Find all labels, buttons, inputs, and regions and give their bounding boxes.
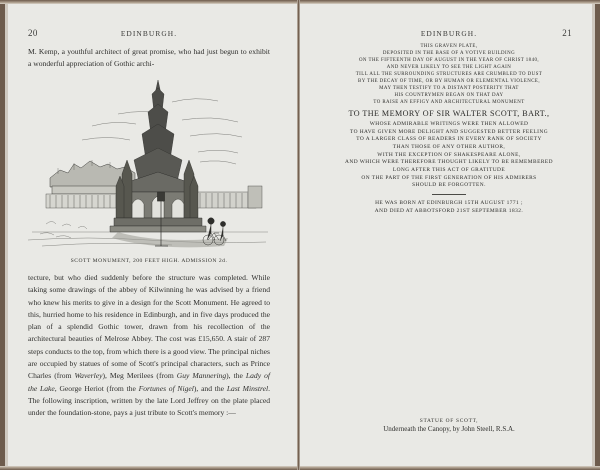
inscription-line-16: AND WHICH WERE THEREFORE THOUGHT LIKELY TO BE REMEMBERED (345, 159, 553, 166)
scott-monument-inscription (322, 44, 576, 215)
right-folio-number: 21 (562, 28, 572, 38)
italic-title: Lady of the Lake (28, 371, 270, 393)
inscription-line-5: TILL ALL THE SURROUNDING STRUCTURES ARE CRUMBLED TO DUST (355, 71, 543, 77)
italic-title: Last Minstrel (226, 383, 269, 393)
scott-monument-engraving (22, 74, 278, 252)
inscription-date-line-1: HE WAS BORN AT EDINBURGH 15TH AUGUST 1771 ; (375, 200, 523, 207)
italic-title: Fortunes of Nigel (138, 383, 194, 393)
italic-title: Waverley (74, 371, 103, 381)
left-page (0, 0, 298, 470)
right-running-head: EDINBURGH. (420, 29, 478, 38)
left-top-paragraph: M. Kemp, a youthful architect of great promise, who had just begun to exhibit a wonderful appreciation of Gothic archi- (28, 47, 270, 69)
page-bottom-edge (0, 466, 600, 470)
inscription-line-3: ON THE FIFTEENTH DAY OF AUGUST IN THE YEAR OF CHRIST 1840, (358, 57, 540, 63)
book-gutter (297, 0, 300, 470)
text-run: . The following inscription, written by the late Lord Jeffrey on the plate placed under the foundation-stone, pays a just tribute to Scott's memory :— (28, 383, 271, 418)
left-folio-number: 20 (28, 28, 38, 38)
statue-caption-line1: STATUE OF SCOTT, (419, 418, 479, 424)
text-run: tecture, but who died suddenly before the structure was completed. While taking some drawings of the abbey of Kilwinning he was advised by a friend who knew his merits to give in a design for the Scott Monument. He agreed to this, hurried home to his residence in Edinburgh, and in five days produced the plan of a splendid Gothic tower, drawn from his recollection of the architectural beauties of Melrose Abbey. The cost was £15,650. A stair of 287 steps conducts to the top, from which there is a good view. The principal niches are occupied by statues of some of Scott's principal characters, such as Prince Charles (from (28, 273, 270, 381)
italic-title: Guy Mannering (176, 371, 227, 381)
inscription-line-1: THIS GRAVEN PLATE, (420, 44, 478, 49)
inscription-line-10: TO THE MEMORY OF SIR WALTER SCOTT, BART., (348, 109, 550, 119)
inscription-line-4: AND NEVER LIKELY TO SEE THE LIGHT AGAIN (386, 64, 512, 70)
right-running-header (298, 28, 600, 42)
text-run: ), Meg Merilees (from (102, 371, 177, 381)
inscription-line-8: HIS COUNTRYMEN BEGAN ON THAT DAY (394, 92, 504, 98)
inscription-line-18: ON THE PART OF THE FIRST GENERATION OF HIS ADMIRERS (361, 174, 537, 181)
inscription-line-13: TO A LARGER CLASS OF READERS IN EVERY RANK OF SOCIETY (356, 136, 542, 143)
inscription-line-15: WITH THE EXCEPTION OF SHAKESPEARE ALONE, (377, 151, 521, 158)
inscription-line-2: DEPOSITED IN THE BASE OF A VOTIVE BUILDING (382, 50, 516, 56)
inscription-divider-rule (432, 194, 466, 195)
statue-caption-line2: Underneath the Canopy, by John Steell, R.S.A. (383, 425, 515, 433)
text-run: ), and the (193, 383, 227, 393)
inscription-line-19: SHOULD BE FORGOTTEN. (412, 182, 486, 189)
text-run: ), the (226, 371, 246, 381)
page-top-edge (0, 0, 600, 4)
inscription-line-6: BY THE DECAY OF TIME, OR BY HUMAN OR ELEMENTAL VIOLENCE, (357, 78, 541, 84)
inscription-line-7: MAY THEN TESTIFY TO A DISTANT POSTERITY THAT (379, 85, 519, 91)
text-run: , George Heriot (from the (54, 383, 139, 393)
monument-figure-caption: SCOTT MONUMENT, 200 FEET HIGH. ADMISSION 2d. (70, 258, 228, 264)
inscription-line-9: TO RAISE AN EFFIGY AND ARCHITECTURAL MONUMENT (373, 99, 525, 105)
inscription-line-12: TO HAVE GIVEN MORE DELIGHT AND SUGGESTED BETTER FEELING (349, 128, 549, 135)
inscription-date-line-2: AND DIED AT ABBOTSFORD 21ST SEPTEMBER 1832. (374, 207, 524, 214)
inscription-line-14: THAN THOSE OF ANY OTHER AUTHOR, (392, 144, 506, 151)
inscription-line-17: LONG AFTER THIS ACT OF GRATITUDE (392, 167, 506, 174)
statue-figure-caption (298, 418, 600, 433)
inscription-line-11: WHOSE ADMIRABLE WRITINGS WERE THEN ALLOWED (369, 121, 529, 128)
right-page (298, 0, 600, 470)
left-bottom-paragraph (28, 272, 270, 420)
left-running-head: EDINBURGH. (120, 29, 178, 38)
left-running-header (0, 28, 298, 42)
